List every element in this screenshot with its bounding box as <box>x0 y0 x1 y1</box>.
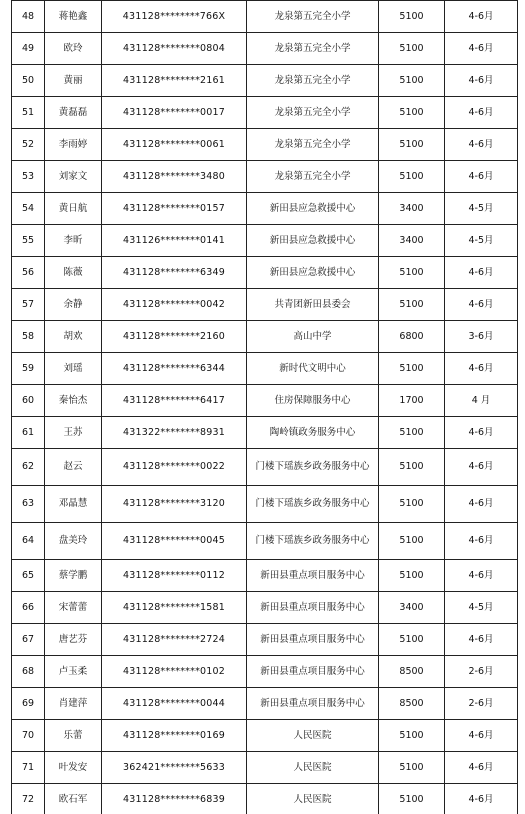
person-name-cell: 黄丽 <box>45 65 102 97</box>
table-row <box>12 449 518 486</box>
work-unit-cell: 共青团新田县委会 <box>247 289 379 321</box>
id-number-cell: 431128********0169 <box>102 720 247 752</box>
row-number-cell: 67 <box>12 624 45 656</box>
id-number-cell: 431128********6417 <box>102 385 247 417</box>
subsidy-period-cell: 2-6月 <box>445 656 518 688</box>
subsidy-amount-cell: 5100 <box>379 752 445 784</box>
table-row <box>12 688 518 720</box>
subsidy-amount-cell: 5100 <box>379 161 445 193</box>
work-unit-cell: 门楼下瑶族乡政务服务中心 <box>247 449 379 486</box>
row-number-cell: 59 <box>12 353 45 385</box>
work-unit-cell: 新田县重点项目服务中心 <box>247 560 379 592</box>
person-name-cell: 刘家文 <box>45 161 102 193</box>
row-number-cell: 49 <box>12 33 45 65</box>
id-number-cell: 362421********5633 <box>102 752 247 784</box>
table-row <box>12 225 518 257</box>
row-number-cell: 54 <box>12 193 45 225</box>
row-number-cell: 57 <box>12 289 45 321</box>
row-number-cell: 62 <box>12 449 45 486</box>
row-number-cell: 63 <box>12 486 45 523</box>
id-number-cell: 431128********0157 <box>102 193 247 225</box>
row-number-cell: 64 <box>12 523 45 560</box>
subsidy-amount-cell: 5100 <box>379 784 445 814</box>
person-name-cell: 唐艺芬 <box>45 624 102 656</box>
person-name-cell: 宋蕾蕾 <box>45 592 102 624</box>
table-row <box>12 720 518 752</box>
subsidy-period-cell: 4-6月 <box>445 33 518 65</box>
id-number-cell: 431128********6344 <box>102 353 247 385</box>
id-number-cell: 431128********2724 <box>102 624 247 656</box>
row-number-cell: 70 <box>12 720 45 752</box>
subsidy-amount-cell: 5100 <box>379 65 445 97</box>
table-row <box>12 129 518 161</box>
work-unit-cell: 新田县应急救援中心 <box>247 257 379 289</box>
subsidy-period-cell: 4-6月 <box>445 523 518 560</box>
work-unit-cell: 龙泉第五完全小学 <box>247 33 379 65</box>
row-number-cell: 68 <box>12 656 45 688</box>
table-row <box>12 385 518 417</box>
row-number-cell: 69 <box>12 688 45 720</box>
person-name-cell: 王苏 <box>45 417 102 449</box>
id-number-cell: 431128********0045 <box>102 523 247 560</box>
subsidy-amount-cell: 3400 <box>379 193 445 225</box>
work-unit-cell: 门楼下瑶族乡政务服务中心 <box>247 523 379 560</box>
row-number-cell: 53 <box>12 161 45 193</box>
table-row <box>12 560 518 592</box>
subsidy-period-cell: 4-6月 <box>445 65 518 97</box>
subsidy-period-cell: 4-6月 <box>445 624 518 656</box>
subsidy-amount-cell: 5100 <box>379 417 445 449</box>
subsidy-period-cell: 4-6月 <box>445 752 518 784</box>
row-number-cell: 61 <box>12 417 45 449</box>
work-unit-cell: 龙泉第五完全小学 <box>247 129 379 161</box>
subsidy-amount-cell: 3400 <box>379 592 445 624</box>
id-number-cell: 431128********0061 <box>102 129 247 161</box>
subsidy-period-cell: 2-6月 <box>445 688 518 720</box>
row-number-cell: 52 <box>12 129 45 161</box>
id-number-cell: 431128********0017 <box>102 97 247 129</box>
subsidy-period-cell: 4-5月 <box>445 193 518 225</box>
person-name-cell: 蔡学鹏 <box>45 560 102 592</box>
subsidy-amount-cell: 1700 <box>379 385 445 417</box>
subsidy-period-cell: 3-6月 <box>445 321 518 353</box>
id-number-cell: 431126********0141 <box>102 225 247 257</box>
person-name-cell: 蒋艳鑫 <box>45 1 102 33</box>
work-unit-cell: 龙泉第五完全小学 <box>247 97 379 129</box>
subsidy-amount-cell: 5100 <box>379 560 445 592</box>
row-number-cell: 51 <box>12 97 45 129</box>
subsidy-amount-cell: 5100 <box>379 129 445 161</box>
subsidy-amount-cell: 8500 <box>379 656 445 688</box>
subsidy-amount-cell: 5100 <box>379 257 445 289</box>
table-row <box>12 65 518 97</box>
work-unit-cell: 人民医院 <box>247 720 379 752</box>
subsidy-period-cell: 4-6月 <box>445 257 518 289</box>
work-unit-cell: 高山中学 <box>247 321 379 353</box>
work-unit-cell: 龙泉第五完全小学 <box>247 161 379 193</box>
subsidy-amount-cell: 5100 <box>379 353 445 385</box>
table-row <box>12 97 518 129</box>
person-name-cell: 肖建萍 <box>45 688 102 720</box>
row-number-cell: 71 <box>12 752 45 784</box>
id-number-cell: 431128********0022 <box>102 449 247 486</box>
work-unit-cell: 门楼下瑶族乡政务服务中心 <box>247 486 379 523</box>
subsidy-amount-cell: 3400 <box>379 225 445 257</box>
person-name-cell: 盘美玲 <box>45 523 102 560</box>
row-number-cell: 72 <box>12 784 45 814</box>
work-unit-cell: 龙泉第五完全小学 <box>247 1 379 33</box>
subsidy-period-cell: 4-6月 <box>445 289 518 321</box>
person-name-cell: 赵云 <box>45 449 102 486</box>
work-unit-cell: 陶岭镇政务服务中心 <box>247 417 379 449</box>
id-number-cell: 431128********6839 <box>102 784 247 814</box>
person-name-cell: 乐蕾 <box>45 720 102 752</box>
id-number-cell: 431128********0112 <box>102 560 247 592</box>
subsidy-amount-cell: 5100 <box>379 449 445 486</box>
row-number-cell: 65 <box>12 560 45 592</box>
id-number-cell: 431128********2160 <box>102 321 247 353</box>
row-number-cell: 55 <box>12 225 45 257</box>
table-row <box>12 417 518 449</box>
work-unit-cell: 人民医院 <box>247 752 379 784</box>
table-row <box>12 321 518 353</box>
table-body <box>12 1 518 814</box>
person-name-cell: 刘瑶 <box>45 353 102 385</box>
work-unit-cell: 新时代文明中心 <box>247 353 379 385</box>
person-name-cell: 胡欢 <box>45 321 102 353</box>
row-number-cell: 50 <box>12 65 45 97</box>
table-row <box>12 1 518 33</box>
subsidy-amount-cell: 5100 <box>379 624 445 656</box>
subsidy-period-cell: 4-6月 <box>445 784 518 814</box>
person-name-cell: 卢玉柔 <box>45 656 102 688</box>
person-name-cell: 叶发安 <box>45 752 102 784</box>
person-name-cell: 欧玲 <box>45 33 102 65</box>
subsidy-period-cell: 4-6月 <box>445 486 518 523</box>
subsidy-amount-cell: 5100 <box>379 523 445 560</box>
work-unit-cell: 新田县应急救援中心 <box>247 225 379 257</box>
subsidy-amount-cell: 8500 <box>379 688 445 720</box>
subsidy-period-cell: 4-6月 <box>445 720 518 752</box>
table-row <box>12 523 518 560</box>
id-number-cell: 431128********0102 <box>102 656 247 688</box>
table-row <box>12 752 518 784</box>
work-unit-cell: 新田县重点项目服务中心 <box>247 624 379 656</box>
work-unit-cell: 龙泉第五完全小学 <box>247 65 379 97</box>
person-name-cell: 李昕 <box>45 225 102 257</box>
row-number-cell: 56 <box>12 257 45 289</box>
subsidy-amount-cell: 6800 <box>379 321 445 353</box>
id-number-cell: 431128********3480 <box>102 161 247 193</box>
work-unit-cell: 新田县应急救援中心 <box>247 193 379 225</box>
person-name-cell: 欧石军 <box>45 784 102 814</box>
work-unit-cell: 新田县重点项目服务中心 <box>247 688 379 720</box>
subsidy-table <box>11 0 518 814</box>
subsidy-amount-cell: 5100 <box>379 1 445 33</box>
subsidy-amount-cell: 5100 <box>379 486 445 523</box>
person-name-cell: 陈薇 <box>45 257 102 289</box>
table-row <box>12 353 518 385</box>
subsidy-amount-cell: 5100 <box>379 33 445 65</box>
table-row <box>12 193 518 225</box>
table-row <box>12 257 518 289</box>
id-number-cell: 431128********2161 <box>102 65 247 97</box>
subsidy-period-cell: 4-6月 <box>445 560 518 592</box>
subsidy-period-cell: 4-6月 <box>445 353 518 385</box>
table-row <box>12 656 518 688</box>
subsidy-period-cell: 4-6月 <box>445 1 518 33</box>
row-number-cell: 48 <box>12 1 45 33</box>
table-row <box>12 784 518 814</box>
person-name-cell: 李雨婷 <box>45 129 102 161</box>
id-number-cell: 431128********766X <box>102 1 247 33</box>
subsidy-period-cell: 4-6月 <box>445 129 518 161</box>
table-row <box>12 161 518 193</box>
work-unit-cell: 住房保障服务中心 <box>247 385 379 417</box>
table-row <box>12 592 518 624</box>
subsidy-period-cell: 4-6月 <box>445 161 518 193</box>
id-number-cell: 431128********1581 <box>102 592 247 624</box>
id-number-cell: 431128********0804 <box>102 33 247 65</box>
person-name-cell: 秦怡杰 <box>45 385 102 417</box>
person-name-cell: 邓晶慧 <box>45 486 102 523</box>
row-number-cell: 60 <box>12 385 45 417</box>
person-name-cell: 余静 <box>45 289 102 321</box>
row-number-cell: 58 <box>12 321 45 353</box>
person-name-cell: 黄日航 <box>45 193 102 225</box>
table-row <box>12 624 518 656</box>
subsidy-amount-cell: 5100 <box>379 720 445 752</box>
subsidy-amount-cell: 5100 <box>379 97 445 129</box>
id-number-cell: 431322********8931 <box>102 417 247 449</box>
subsidy-period-cell: 4 月 <box>445 385 518 417</box>
person-name-cell: 黄磊磊 <box>45 97 102 129</box>
work-unit-cell: 人民医院 <box>247 784 379 814</box>
subsidy-period-cell: 4-6月 <box>445 449 518 486</box>
row-number-cell: 66 <box>12 592 45 624</box>
subsidy-amount-cell: 5100 <box>379 289 445 321</box>
id-number-cell: 431128********6349 <box>102 257 247 289</box>
table-row <box>12 486 518 523</box>
id-number-cell: 431128********0042 <box>102 289 247 321</box>
subsidy-period-cell: 4-6月 <box>445 97 518 129</box>
subsidy-period-cell: 4-5月 <box>445 225 518 257</box>
subsidy-period-cell: 4-5月 <box>445 592 518 624</box>
subsidy-period-cell: 4-6月 <box>445 417 518 449</box>
table-row <box>12 289 518 321</box>
work-unit-cell: 新田县重点项目服务中心 <box>247 592 379 624</box>
id-number-cell: 431128********0044 <box>102 688 247 720</box>
table-row <box>12 33 518 65</box>
id-number-cell: 431128********3120 <box>102 486 247 523</box>
work-unit-cell: 新田县重点项目服务中心 <box>247 656 379 688</box>
